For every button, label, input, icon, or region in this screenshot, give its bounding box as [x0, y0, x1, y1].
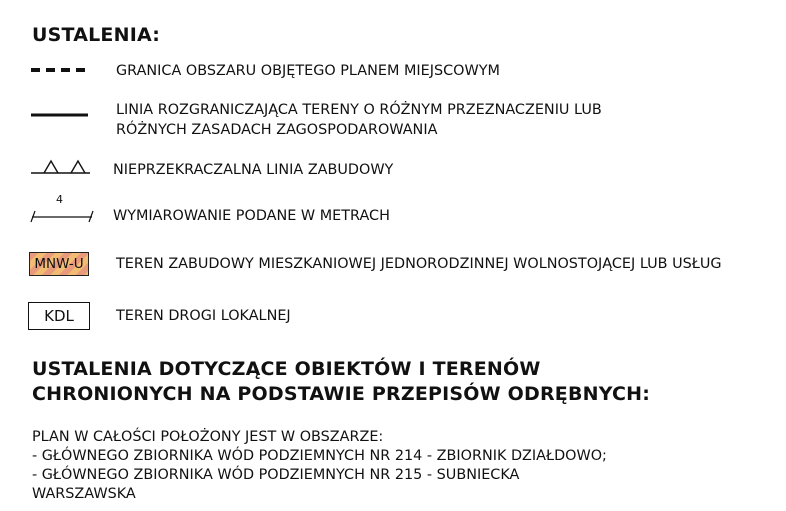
legend-label-local-road: TEREN DROGI LOKALNEJ [116, 308, 291, 324]
section-title-protected-2: CHRONIONYCH NA PODSTAWIE PRZEPISÓW ODRĘBNYCH: [32, 383, 651, 405]
building-line-triangles-symbol [30, 156, 92, 176]
paragraph-line-3: - GŁÓWNEGO ZBIORNIKA WÓD PODZIEMNYCH NR 215 - SUBNIECKA [32, 467, 520, 483]
legend-label-residential-zone: TEREN ZABUDOWY MIESZKANIOWEJ JEDNORODZINNEJ WOLNOSTOJĄCEJ LUB USŁUG [116, 256, 722, 272]
legend-label-boundary: GRANICA OBSZARU OBJĘTEGO PLANEM MIEJSCOWYM [116, 63, 500, 79]
paragraph-line-2: - GŁÓWNEGO ZBIORNIKA WÓD PODZIEMNYCH NR 214 - ZBIORNIK DZIAŁDOWO; [32, 448, 607, 464]
paragraph-line-1: PLAN W CAŁOŚCI POŁOŻONY JEST W OBSZARZE: [32, 429, 384, 445]
dimension-value: 4 [56, 193, 63, 206]
paragraph-line-4: WARSZAWSKA [32, 486, 136, 502]
road-box-kdl [28, 302, 90, 330]
legend-label-demarcation-line-2: RÓŻNYCH ZASADACH ZAGOSPODAROWANIA [116, 122, 438, 138]
legend-label-building-line: NIEPRZEKRACZALNA LINIA ZABUDOWY [113, 162, 394, 178]
dashed-line-symbol [30, 64, 90, 76]
legend-label-demarcation-line-1: LINIA ROZGRANICZAJĄCA TERENY O RÓŻNYM PRZEZNACZENIU LUB [116, 102, 602, 118]
section-title-protected-1: USTALENIA DOTYCZĄCE OBIEKTÓW I TERENÓW [32, 358, 541, 380]
zone-code-mnw-u: MNW-U [34, 256, 84, 272]
solid-line-symbol [30, 110, 90, 120]
zone-swatch-mnw-u [29, 252, 89, 276]
section-title-ustalenia: USTALENIA: [32, 24, 161, 46]
road-code-kdl: KDL [44, 307, 74, 325]
dimension-line-symbol [28, 206, 96, 224]
legend-label-dimensioning: WYMIAROWANIE PODANE W METRACH [113, 208, 390, 224]
